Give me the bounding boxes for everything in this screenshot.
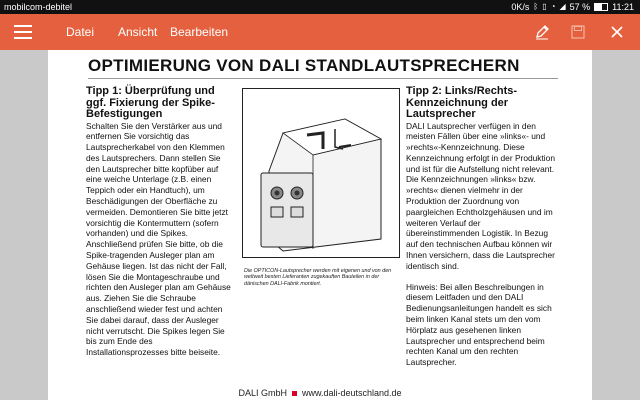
document-title: OPTIMIERUNG VON DALI STANDLAUTSPRECHERN [88,56,558,79]
battery-icon [594,3,608,11]
footer-separator [292,391,297,396]
figure-caption: Die OPTICON-Lautsprecher werden mit eigenen und von den weltweit besten Lieferanten zugekauften Bauteilen in der dänischen DALI-Fabrik montiert. [244,268,392,287]
status-icons [511,0,634,14]
signal-icon: ◢ [559,2,566,11]
close-icon[interactable] [606,14,628,50]
save-icon[interactable] [567,14,589,50]
battery-percent: 57 % [569,2,591,12]
app-toolbar [0,14,640,50]
footer-company: DALI GmbH [238,388,287,398]
vibrate-icon: ▯ [542,2,547,11]
footer-url[interactable]: www.dali-deutschland.de [301,388,402,398]
tab-ansicht[interactable]: Ansicht [118,25,158,39]
tab-bearbeiten[interactable]: Bearbeiten [170,25,229,39]
tip2-text: DALI Lautsprecher verfügen in den meisten Fällen über eine »links«- und »rechts«-Kennzeichnung. Diese Kennzeichnung erfolgt in der Produktion und ist für die Aufstellung nicht relevant. Die Kennzeichnungen »links« bzw. »rechts« dienen vielmehr in der Produktion der Zuordnung von paargleichen Echtholzgehäusen und im weiteren Verlauf der übereinstimmenden Logistik. In Bezug auf den technischen Aufbau können wir Ihnen versichern, dass die Lautsprecher identisch sind. [406,120,555,271]
document-page [48,50,592,400]
pen-icon[interactable] [531,14,553,50]
tip2-hint: Hinweis: Bei allen Beschreibungen in diesem Leitfaden und den DALI Bedienungsanleitungen handelt es sich beim linken Kanal stets um den vom Hörplatz aus gesehenen linken Lautsprecher und entsprechend beim rechten Kanal um den rechten Lautsprecher. [406,281,552,368]
tip1-column [86,86,236,358]
hamburger-menu-icon[interactable] [14,25,32,39]
status-bar [0,0,640,14]
tip1-heading: Tipp 1: Überprüfung und ggf. Fixierung der Spike-Befestigungen [86,85,215,120]
network-speed: 0K/s [511,2,530,12]
battery-fill [595,4,602,10]
page-footer [48,388,592,398]
bluetooth-icon: ᛒ [533,2,539,11]
speaker-illustration [242,88,400,258]
tab-datei[interactable]: Datei [66,25,95,39]
clock: 11:21 [612,2,634,12]
tip1-text: Schalten Sie den Verstärker aus und entfernen Sie vorsichtig das Lautsprecherkabel von den Klemmen des Lautsprechers. Dann stellen Sie den Lautsprecher bitte kopfüber auf eine weiche Unterlage (z.B. einen Teppich oder ein Handtuch), um Beschädigungen der Oberfläche zu vermeiden. Demontieren Sie bitte jetzt vorsichtig die Kontermuttern (sofern vorhanden) und die Spikes. Anschließend prüfen Sie bitte, ob die Spike-tragenden Ausleger plan am Gehäuse liegen. Ist das nicht der Fall, lösen Sie die Montageschraube und richten den Ausleger plan am Gehäuse aus. Ziehen Sie die Schraube anschließend wieder fest und achten Sie dabei darauf, dass der Ausleger nicht verrutscht. Die Spikes legen Sie bis zum Ende des Installationsprozesses bitte beiseite. [86,120,231,358]
tip2-heading: Tipp 2: Links/Rechts-Kennzeichnung der Lautsprecher [406,85,518,120]
wifi-icon: ◔ [550,2,556,11]
carrier-label: mobilcom-debitel [4,2,73,12]
tip2-column [406,86,556,368]
